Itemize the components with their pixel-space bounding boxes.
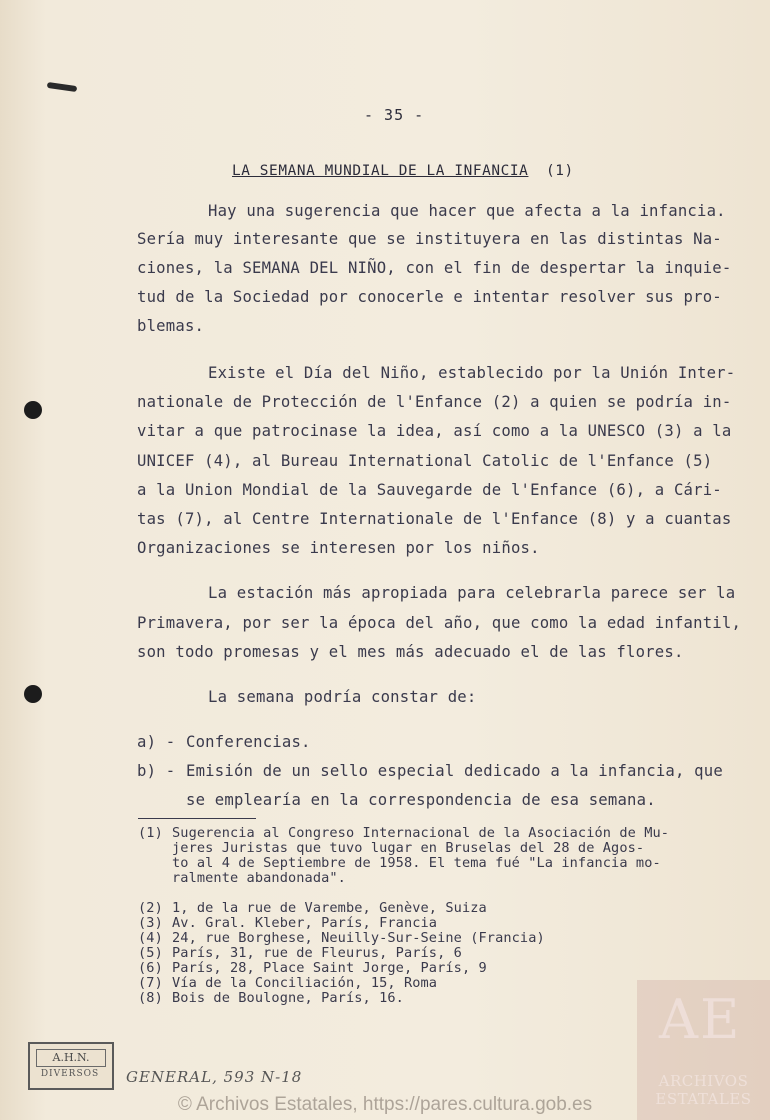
paragraph-1-line-2: Sería muy interesante que se instituyera en las distintas Na- <box>137 230 722 248</box>
page-number: - 35 - <box>364 106 425 124</box>
logo-line-2: ESTATALES <box>655 1090 752 1108</box>
footnote-5-marker: (5) <box>138 945 163 961</box>
footnote-separator <box>138 818 256 819</box>
footnote-3-text: Av. Gral. Kleber, París, Francia <box>172 915 438 931</box>
paragraph-1-line-5: blemas. <box>137 317 205 335</box>
footnote-4-marker: (4) <box>138 930 163 946</box>
footnote-7-text: Vía de la Conciliación, 15, Roma <box>172 975 438 991</box>
section-title-note: (1) <box>546 163 574 179</box>
list-item-a-text: Conferencias. <box>186 733 311 751</box>
list-item-b-line-2: se emplearía en la correspondencia de esa semana. <box>186 791 656 809</box>
paragraph-2-line-5: a la Union Mondial de la Sauvegarde de l'Enfance (6), a Cári- <box>137 481 722 499</box>
paragraph-1-line-4: tud de la Sociedad por conocerle e intentar resolver sus pro- <box>137 288 722 306</box>
archive-stamp-top: A.H.N. <box>36 1049 106 1067</box>
footnote-1-line-4: ralmente abandonada". <box>172 870 346 886</box>
paragraph-1-line-3: ciones, la SEMANA DEL NIÑO, con el fin de despertar la inquie- <box>137 259 732 277</box>
footnote-8-text: Bois de Boulogne, París, 16. <box>172 990 404 1006</box>
archive-stamp-bottom: DIVERSOS <box>40 1069 100 1079</box>
footnote-6-text: París, 28, Place Saint Jorge, París, 9 <box>172 960 487 976</box>
paragraph-2-line-4: UNICEF (4), al Bureau International Catolic de l'Enfance (5) <box>137 452 713 470</box>
footnote-4-text: 24, rue Borghese, Neuilly-Sur-Seine (Francia) <box>172 930 545 946</box>
section-title-text: LA SEMANA MUNDIAL DE LA INFANCIA <box>232 163 529 179</box>
footnote-3-marker: (3) <box>138 915 163 931</box>
logo-letters: AE <box>659 988 742 1051</box>
paragraph-3-line-3: son todo promesas y el mes más adecuado el de las flores. <box>137 643 684 661</box>
paragraph-2-line-1: Existe el Día del Niño, establecido por la Unión Inter- <box>208 364 736 382</box>
list-item-b-line-1: Emisión de un sello especial dedicado a la infancia, que <box>186 762 723 780</box>
punch-hole-top <box>24 401 42 419</box>
paragraph-2-line-3: vitar a que patrocinase la idea, así como a la UNESCO (3) a la <box>137 422 732 440</box>
list-item-b-marker: b) - <box>137 762 176 780</box>
paragraph-2-line-7: Organizaciones se interesen por los niños. <box>137 539 540 557</box>
footnote-6-marker: (6) <box>138 960 163 976</box>
footnote-1-line-1: Sugerencia al Congreso Internacional de la Asociación de Mu- <box>172 825 670 841</box>
paragraph-4-line-1: La semana podría constar de: <box>208 688 477 706</box>
list-item-a-marker: a) - <box>137 733 176 751</box>
paragraph-3-line-2: Primavera, por ser la época del año, que como la edad infantil, <box>137 614 742 632</box>
paragraph-2-line-2: nationale de Protección de l'Enfance (2) a quien se podría in- <box>137 393 732 411</box>
paragraph-3-line-1: La estación más apropiada para celebrarla parece ser la <box>208 584 736 602</box>
footnote-5-text: París, 31, rue de Fleurus, París, 6 <box>172 945 462 961</box>
footnote-1-line-3: to al 4 de Septiembre de 1958. El tema fué "La infancia mo- <box>172 855 661 871</box>
footnote-7-marker: (7) <box>138 975 163 991</box>
punch-hole-bottom <box>24 685 42 703</box>
paragraph-2-line-6: tas (7), al Centre Internationale de l'Enfance (8) y a cuantas <box>137 510 732 528</box>
logo-line-1: ARCHIVOS <box>658 1072 749 1090</box>
handwritten-reference: GENERAL, 593 N-18 <box>126 1068 303 1086</box>
footnote-1-line-2: jeres Juristas que tuvo lugar en Bruselas del 28 de Agos- <box>172 840 645 856</box>
footnote-1-marker: (1) <box>138 825 163 841</box>
archive-stamp <box>28 1042 114 1090</box>
footnote-2-text: 1, de la rue de Varembe, Genève, Suiza <box>172 900 487 916</box>
footnote-8-marker: (8) <box>138 990 163 1006</box>
ink-mark <box>47 82 78 92</box>
section-title <box>232 163 528 179</box>
paragraph-1-line-1: Hay una sugerencia que hacer que afecta a la infancia. <box>208 202 726 220</box>
footnote-2-marker: (2) <box>138 900 163 916</box>
copyright-watermark: © Archivos Estatales, https://pares.cultura.gob.es <box>177 1094 593 1115</box>
